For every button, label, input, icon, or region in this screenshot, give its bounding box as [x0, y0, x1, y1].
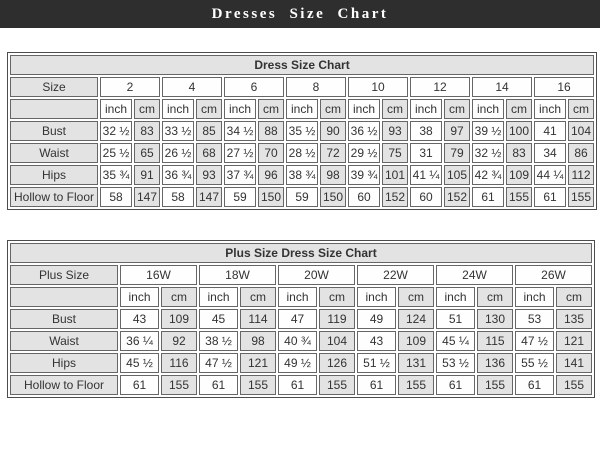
- inch-value-cell: 42 ¾: [472, 165, 504, 185]
- inch-value-cell: 60: [348, 187, 380, 207]
- inch-value-cell: 60: [410, 187, 442, 207]
- cm-value-cell: 150: [258, 187, 284, 207]
- inch-value-cell: 28 ½: [286, 143, 318, 163]
- inch-value-cell: 45 ¼: [436, 331, 475, 351]
- cm-value-cell: 131: [398, 353, 434, 373]
- cm-value-cell: 150: [320, 187, 346, 207]
- size-header-cell: 6: [224, 77, 284, 97]
- cm-value-cell: 68: [196, 143, 222, 163]
- cm-value-cell: 136: [477, 353, 513, 373]
- inch-unit-cell: inch: [436, 287, 475, 307]
- size-header-cell: 12: [410, 77, 470, 97]
- cm-value-cell: 65: [134, 143, 160, 163]
- size-header-cell: 20W: [278, 265, 355, 285]
- cm-value-cell: 85: [196, 121, 222, 141]
- inch-value-cell: 37 ¾: [224, 165, 256, 185]
- cm-value-cell: 96: [258, 165, 284, 185]
- cm-value-cell: 147: [196, 187, 222, 207]
- size-header-cell: 16W: [120, 265, 197, 285]
- cm-value-cell: 86: [568, 143, 594, 163]
- size-header-cell: 26W: [515, 265, 592, 285]
- size-header-cell: 2: [100, 77, 160, 97]
- size-header-cell: 14: [472, 77, 532, 97]
- inch-unit-cell: inch: [410, 99, 442, 119]
- inch-unit-cell: inch: [162, 99, 194, 119]
- inch-value-cell: 61: [534, 187, 566, 207]
- inch-value-cell: 58: [100, 187, 132, 207]
- inch-unit-cell: inch: [534, 99, 566, 119]
- cm-value-cell: 83: [506, 143, 532, 163]
- cm-value-cell: 101: [382, 165, 408, 185]
- measurement-label: Bust: [10, 309, 118, 329]
- inch-value-cell: 45: [199, 309, 238, 329]
- inch-value-cell: 29 ½: [348, 143, 380, 163]
- inch-value-cell: 38 ½: [199, 331, 238, 351]
- size-header-cell: 10: [348, 77, 408, 97]
- size-header-cell: 18W: [199, 265, 276, 285]
- inch-unit-cell: inch: [120, 287, 159, 307]
- cm-value-cell: 119: [319, 309, 355, 329]
- inch-value-cell: 61: [357, 375, 396, 395]
- inch-value-cell: 55 ½: [515, 353, 554, 373]
- cm-value-cell: 98: [320, 165, 346, 185]
- inch-value-cell: 40 ¾: [278, 331, 317, 351]
- cm-value-cell: 155: [240, 375, 276, 395]
- cm-value-cell: 98: [240, 331, 276, 351]
- unit-row-empty-cell: [10, 287, 118, 307]
- cm-value-cell: 105: [444, 165, 470, 185]
- measurement-label: Waist: [10, 331, 118, 351]
- cm-unit-cell: cm: [196, 99, 222, 119]
- cm-value-cell: 91: [134, 165, 160, 185]
- size-header-cell: 24W: [436, 265, 513, 285]
- title-bar: [0, 0, 600, 28]
- cm-value-cell: 100: [506, 121, 532, 141]
- inch-value-cell: 36 ½: [348, 121, 380, 141]
- size-row-label: Plus Size: [10, 265, 118, 285]
- cm-value-cell: 135: [556, 309, 592, 329]
- inch-value-cell: 47 ½: [515, 331, 554, 351]
- inch-value-cell: 27 ½: [224, 143, 256, 163]
- cm-value-cell: 109: [161, 309, 197, 329]
- cm-value-cell: 79: [444, 143, 470, 163]
- cm-value-cell: 155: [506, 187, 532, 207]
- cm-value-cell: 155: [398, 375, 434, 395]
- inch-value-cell: 36 ¾: [162, 165, 194, 185]
- inch-value-cell: 38 ¾: [286, 165, 318, 185]
- inch-value-cell: 49: [357, 309, 396, 329]
- dress-size-chart-table: [7, 52, 597, 210]
- cm-value-cell: 83: [134, 121, 160, 141]
- inch-value-cell: 53: [515, 309, 554, 329]
- measurement-label: Bust: [10, 121, 98, 141]
- cm-value-cell: 104: [319, 331, 355, 351]
- cm-value-cell: 112: [568, 165, 594, 185]
- inch-value-cell: 39 ¾: [348, 165, 380, 185]
- cm-unit-cell: cm: [398, 287, 434, 307]
- inch-value-cell: 31: [410, 143, 442, 163]
- inch-value-cell: 58: [162, 187, 194, 207]
- cm-unit-cell: cm: [319, 287, 355, 307]
- measurement-label: Hips: [10, 353, 118, 373]
- cm-unit-cell: cm: [320, 99, 346, 119]
- cm-unit-cell: cm: [161, 287, 197, 307]
- unit-row-empty-cell: [10, 99, 98, 119]
- inch-value-cell: 39 ½: [472, 121, 504, 141]
- inch-value-cell: 59: [286, 187, 318, 207]
- cm-value-cell: 115: [477, 331, 513, 351]
- cm-value-cell: 92: [161, 331, 197, 351]
- inch-value-cell: 47: [278, 309, 317, 329]
- size-row-label: Size: [10, 77, 98, 97]
- cm-value-cell: 90: [320, 121, 346, 141]
- cm-unit-cell: cm: [556, 287, 592, 307]
- size-header-cell: 22W: [357, 265, 434, 285]
- cm-unit-cell: cm: [134, 99, 160, 119]
- cm-value-cell: 121: [240, 353, 276, 373]
- size-header-cell: 4: [162, 77, 222, 97]
- cm-value-cell: 109: [506, 165, 532, 185]
- inch-value-cell: 45 ½: [120, 353, 159, 373]
- inch-value-cell: 32 ½: [472, 143, 504, 163]
- cm-value-cell: 93: [382, 121, 408, 141]
- inch-value-cell: 61: [472, 187, 504, 207]
- dress-size-chart-section: [7, 52, 593, 210]
- inch-unit-cell: inch: [224, 99, 256, 119]
- cm-value-cell: 155: [319, 375, 355, 395]
- cm-value-cell: 75: [382, 143, 408, 163]
- inch-value-cell: 43: [120, 309, 159, 329]
- cm-value-cell: 97: [444, 121, 470, 141]
- inch-value-cell: 41: [534, 121, 566, 141]
- inch-unit-cell: inch: [357, 287, 396, 307]
- inch-unit-cell: inch: [100, 99, 132, 119]
- measurement-label: Hollow to Floor: [10, 375, 118, 395]
- cm-value-cell: 88: [258, 121, 284, 141]
- inch-value-cell: 61: [436, 375, 475, 395]
- cm-value-cell: 152: [382, 187, 408, 207]
- inch-value-cell: 34 ½: [224, 121, 256, 141]
- inch-unit-cell: inch: [348, 99, 380, 119]
- inch-unit-cell: inch: [199, 287, 238, 307]
- inch-value-cell: 61: [120, 375, 159, 395]
- inch-value-cell: 26 ½: [162, 143, 194, 163]
- cm-value-cell: 130: [477, 309, 513, 329]
- inch-value-cell: 41 ¼: [410, 165, 442, 185]
- inch-value-cell: 34: [534, 143, 566, 163]
- cm-unit-cell: cm: [477, 287, 513, 307]
- page-title: Dresses Size Chart: [211, 5, 389, 22]
- inch-value-cell: 51: [436, 309, 475, 329]
- inch-value-cell: 51 ½: [357, 353, 396, 373]
- inch-unit-cell: inch: [515, 287, 554, 307]
- cm-value-cell: 121: [556, 331, 592, 351]
- measurement-label: Waist: [10, 143, 98, 163]
- plus-size-chart-section: [7, 240, 593, 398]
- cm-value-cell: 72: [320, 143, 346, 163]
- inch-value-cell: 44 ¼: [534, 165, 566, 185]
- inch-value-cell: 61: [199, 375, 238, 395]
- cm-value-cell: 147: [134, 187, 160, 207]
- inch-unit-cell: inch: [286, 99, 318, 119]
- cm-value-cell: 116: [161, 353, 197, 373]
- cm-value-cell: 104: [568, 121, 594, 141]
- cm-value-cell: 126: [319, 353, 355, 373]
- inch-value-cell: 61: [278, 375, 317, 395]
- inch-value-cell: 35 ¾: [100, 165, 132, 185]
- inch-value-cell: 49 ½: [278, 353, 317, 373]
- cm-value-cell: 114: [240, 309, 276, 329]
- measurement-label: Hips: [10, 165, 98, 185]
- cm-value-cell: 141: [556, 353, 592, 373]
- table-title: Dress Size Chart: [10, 55, 594, 75]
- inch-value-cell: 38: [410, 121, 442, 141]
- measurement-label: Hollow to Floor: [10, 187, 98, 207]
- cm-unit-cell: cm: [240, 287, 276, 307]
- cm-unit-cell: cm: [258, 99, 284, 119]
- inch-value-cell: 25 ½: [100, 143, 132, 163]
- plus-size-chart-table: [7, 240, 595, 398]
- inch-unit-cell: inch: [278, 287, 317, 307]
- cm-unit-cell: cm: [568, 99, 594, 119]
- cm-value-cell: 70: [258, 143, 284, 163]
- cm-unit-cell: cm: [506, 99, 532, 119]
- inch-value-cell: 47 ½: [199, 353, 238, 373]
- table-title: Plus Size Dress Size Chart: [10, 243, 592, 263]
- cm-unit-cell: cm: [382, 99, 408, 119]
- cm-value-cell: 155: [477, 375, 513, 395]
- cm-value-cell: 155: [568, 187, 594, 207]
- size-header-cell: 16: [534, 77, 594, 97]
- inch-value-cell: 36 ¼: [120, 331, 159, 351]
- inch-value-cell: 43: [357, 331, 396, 351]
- cm-value-cell: 93: [196, 165, 222, 185]
- inch-value-cell: 32 ½: [100, 121, 132, 141]
- cm-value-cell: 155: [161, 375, 197, 395]
- cm-unit-cell: cm: [444, 99, 470, 119]
- cm-value-cell: 109: [398, 331, 434, 351]
- inch-value-cell: 61: [515, 375, 554, 395]
- cm-value-cell: 152: [444, 187, 470, 207]
- inch-value-cell: 59: [224, 187, 256, 207]
- inch-value-cell: 53 ½: [436, 353, 475, 373]
- inch-value-cell: 35 ½: [286, 121, 318, 141]
- inch-unit-cell: inch: [472, 99, 504, 119]
- cm-value-cell: 155: [556, 375, 592, 395]
- size-header-cell: 8: [286, 77, 346, 97]
- inch-value-cell: 33 ½: [162, 121, 194, 141]
- cm-value-cell: 124: [398, 309, 434, 329]
